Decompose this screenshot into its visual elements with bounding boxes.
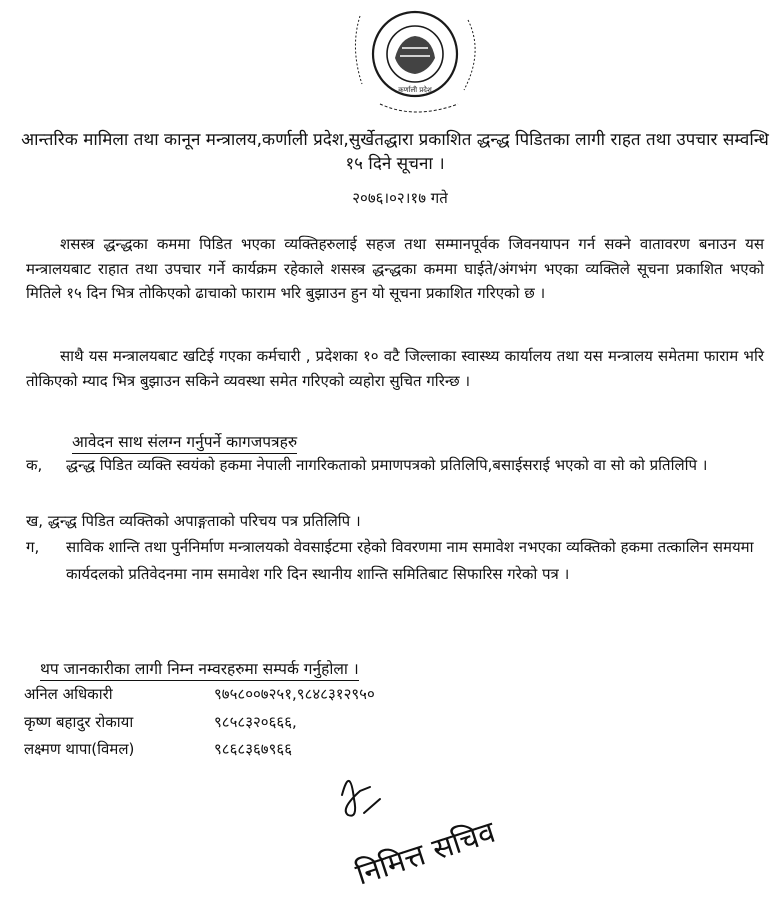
svg-text:निमित्त सचिव: निमित्त सचिव	[351, 814, 500, 893]
contact-name: कृष्ण बहादुर रोकाया	[24, 713, 134, 731]
ministry-seal	[340, 8, 490, 120]
contact-phone: ९८५८३२०६६६,	[214, 713, 297, 731]
document-item	[26, 452, 764, 479]
notice-paragraph-2: साथै यस मन्त्रालयबाट खटिई गएका कर्मचारी , प्रदेशका १० वटै जिल्लाका स्वास्थ्य कार्यालय तथा यस मन्त्रालय समेतमा फाराम भरि तोकिएको म्याद भित्र बुझाउन सकिने व्यवस्था समेत गरिएको व्यहोरा सुचित गरिन्छ ।	[26, 347, 764, 390]
document-item-text: द्धन्द्ध पिडित व्यक्ति स्वयंको हकमा नेपाली नागरिकताको प्रमाणपत्रको प्रतिलिपि,बसाईसराई भएको वा सो को प्रतिलिपि ।	[66, 456, 708, 474]
contacts-heading: थप जानकारीका लागी निम्न नम्वरहरुमा सम्पर्क गर्नुहोला ।	[40, 657, 359, 681]
handwritten-signature	[320, 755, 520, 905]
contact-phone: ९७५८००७२५१,९८४८३१२९५०	[214, 685, 375, 703]
notice-title: आन्तरिक मामिला तथा कानून मन्त्रालय,कर्णाली प्रदेश,सुर्खेतद्धारा प्रकाशित द्धन्द्ध पिडितका लागी राहत तथा उपचार सम्वन्धि १५ दिने सूचना ।	[21, 130, 769, 174]
contact-name: अनिल अधिकारी	[24, 685, 113, 703]
notice-paragraph-1: शसस्त्र द्धन्द्धका कममा पिडित भएका व्यक्तिहरुलाई सहज तथा सम्मानपूर्वक जिवनयापन गर्न सक्ने वातावरण बनाउन यस मन्त्रालयबाट राहात तथा उपचार गर्ने कार्यक्रम रहेकाले शसस्त्र द्धन्द्धका कममा घाईते/अंगभंग भएका व्यक्तिले सूचना प्रकाशित भएको मितिले १५ दिन भित्र तोकिएको ढाचाको फाराम भरि बुझाउन हुन यो सूचना प्रकाशित गरिएको छ ।	[26, 235, 764, 302]
document-item	[26, 508, 764, 535]
document-item-text: साविक शान्ति तथा पुर्ननिर्माण मन्त्रालयको वेवसाईटमा रहेको विवरणमा नाम समावेश नभएका व्यक्तिको हकमा तत्कालिन समयमा कार्यदलको प्रतिवेदनमा नाम समावेश गरि दिन स्थानीय शान्ति समितिबाट सिफारिस गरेको पत्र ।	[66, 538, 754, 583]
svg-text:कर्णाली प्रदेश: कर्णाली प्रदेश	[398, 86, 432, 94]
documents-heading: आवेदन साथ संलग्न गर्नुपर्ने कागजपत्रहरु	[72, 430, 297, 454]
contact-phone: ९८६८३६७९६६	[214, 740, 293, 758]
document-item	[26, 534, 764, 583]
document-item-label: क,	[26, 456, 43, 474]
document-item-text: द्धन्द्ध पिडित व्यक्तिको अपाङ्गताको परिचय पत्र प्रतिलिपि ।	[47, 512, 361, 530]
notice-date: २०७६।०२।१७ गते	[352, 189, 448, 207]
document-item-label: ग,	[26, 538, 40, 556]
contact-name: लक्ष्मण थापा(विमल)	[24, 740, 135, 758]
document-item-label: ख,	[26, 512, 44, 530]
